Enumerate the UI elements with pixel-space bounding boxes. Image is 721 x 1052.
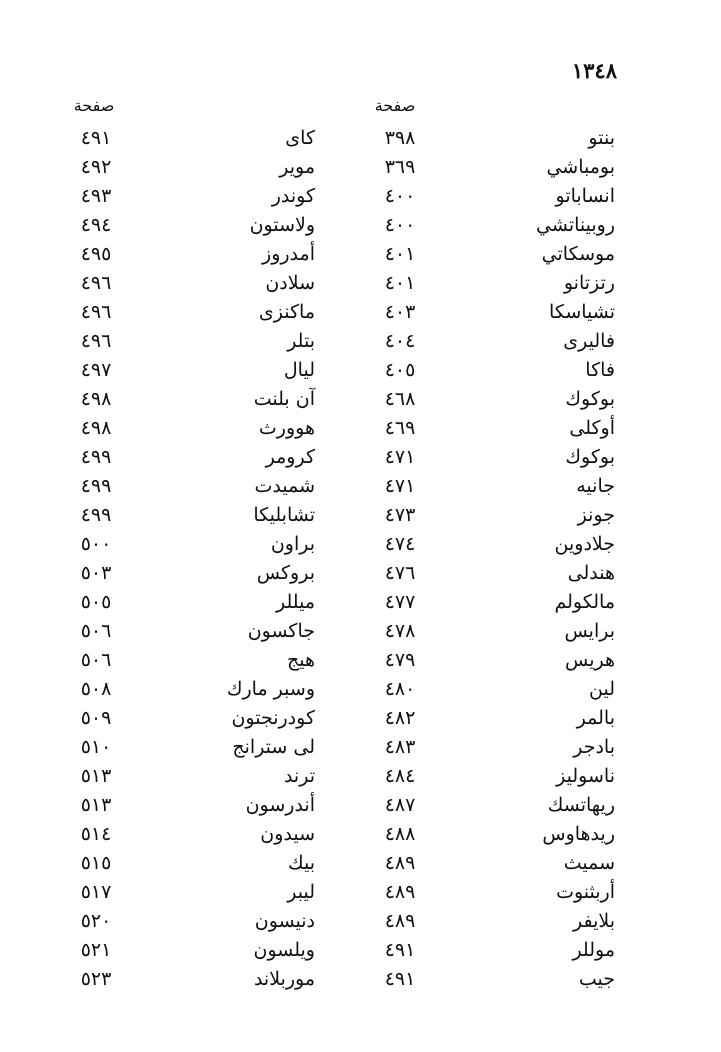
right-name: بنتو [588,127,615,149]
left-name: كرومر [265,446,315,468]
table-row [0,124,721,153]
right-page-number: ٤٠٠ [384,185,416,207]
left-page-number: ٥٢١ [80,939,112,961]
table-row [0,762,721,791]
left-name: كاى [285,127,315,149]
right-name: رتزتانو [563,272,615,294]
right-page-number: ٤٠٥ [384,359,416,381]
table-row [0,559,721,588]
right-page-number: ٤٨٩ [384,910,416,932]
table-row [0,269,721,298]
right-page-number: ٤٠٠ [384,214,416,236]
table-row [0,704,721,733]
left-name: ليبر [287,881,315,903]
right-name: ريهاتسك [547,794,615,816]
left-page-number: ٥١٣ [80,765,112,787]
right-page-number: ٤٧٧ [384,591,416,613]
left-name: دنيسون [254,910,315,932]
table-row [0,443,721,472]
left-name: تشابليكا [253,504,315,526]
middle-page-column-label: صفحة [374,96,416,115]
right-name: برايس [564,620,615,642]
left-name: ليال [283,359,315,381]
table-row [0,588,721,617]
left-name: ويلسون [253,939,315,961]
right-name: جيب [578,968,615,990]
table-row [0,211,721,240]
right-name: بادجر [573,736,615,758]
left-name: أندرسون [245,794,315,816]
table-row [0,472,721,501]
table-row [0,820,721,849]
index-table [0,124,721,994]
right-name: أوكلى [569,417,615,439]
right-page-number: ٤٨٤ [384,765,416,787]
right-name: بوكوك [565,446,615,468]
left-page-number: ٥٢٣ [80,968,112,990]
left-page-number: ٥٠٠ [80,533,112,555]
right-page-number: ٤٩١ [384,968,416,990]
right-page-number: ٤٧٤ [384,533,416,555]
right-name: موللر [572,939,615,961]
right-page-number: ٤٨٩ [384,881,416,903]
left-page-number: ٥٠٦ [80,620,112,642]
left-name: آن بلنت [253,388,315,410]
right-name: ناسوليز [556,765,615,787]
right-page-number: ٤٩١ [384,939,416,961]
right-page-number: ٤٧٩ [384,649,416,671]
left-page-number: ٤٩٨ [80,388,112,410]
right-page-number: ٤٠١ [384,272,416,294]
left-page-number: ٤٩٦ [80,272,112,294]
right-page-number: ٤٦٨ [384,388,416,410]
left-page-number: ٤٩٦ [80,301,112,323]
left-name: بروكس [256,562,315,584]
left-name: ماكنزى [258,301,315,323]
left-page-number: ٥٠٦ [80,649,112,671]
table-row [0,530,721,559]
right-name: بالمر [576,707,615,729]
table-row [0,965,721,994]
left-name: سيدون [260,823,315,845]
table-row [0,936,721,965]
right-name: فاليرى [563,330,615,352]
left-page-number: ٥٠٥ [80,591,112,613]
left-page-number: ٤٩٤ [80,214,112,236]
right-page-number: ٤٨٣ [384,736,416,758]
left-page-number: ٤٩٢ [80,156,112,178]
right-page-number: ٣٩٨ [384,127,416,149]
right-name: مالكولم [554,591,615,613]
right-page-number: ٤٨٢ [384,707,416,729]
right-page-number: ٣٦٩ [384,156,416,178]
left-page-number: ٥١٧ [80,881,112,903]
table-row [0,646,721,675]
right-name: أربثنوت [556,881,615,903]
left-name: شميدت [254,475,315,497]
left-page-number: ٤٩١ [80,127,112,149]
right-page-number: ٤٨٧ [384,794,416,816]
right-name: هندلى [567,562,615,584]
right-name: لين [589,678,615,700]
left-name: بيك [287,852,315,874]
left-name: لى سترانج [232,736,315,758]
right-page-number: ٤٠٤ [384,330,416,352]
right-name: سميث [563,852,615,874]
table-row [0,298,721,327]
table-row [0,153,721,182]
right-name: جلادوين [554,533,615,555]
right-page-number: ٤٧٦ [384,562,416,584]
right-name: موسكاتي [541,243,615,265]
left-page-number: ٤٩٩ [80,475,112,497]
right-page-number: ٤٠٣ [384,301,416,323]
table-row [0,907,721,936]
table-row [0,849,721,878]
table-row [0,240,721,269]
left-name: هيج [286,649,315,671]
left-page-column-label: صفحة [73,96,115,115]
left-page-number: ٤٩٧ [80,359,112,381]
right-name: انساباتو [555,185,615,207]
left-name: سلادن [265,272,315,294]
right-name: روبيناتشي [536,214,615,236]
left-page-number: ٤٩٨ [80,417,112,439]
table-row [0,878,721,907]
left-page-number: ٥١٣ [80,794,112,816]
right-name: جونز [577,504,615,526]
left-name: ميللر [276,591,315,613]
table-row [0,356,721,385]
left-page-number: ٤٩٩ [80,446,112,468]
left-page-number: ٥٢٠ [80,910,112,932]
table-row [0,385,721,414]
left-name: هوورث [258,417,315,439]
right-page-number: ٤٦٩ [384,417,416,439]
left-name: جاكسون [247,620,315,642]
table-row [0,675,721,704]
table-row [0,501,721,530]
right-name: بومباشي [546,156,615,178]
right-name: فاكا [585,359,615,381]
right-name: جانيه [576,475,615,497]
right-page-number: ٤٨٨ [384,823,416,845]
left-page-number: ٥٠٨ [80,678,112,700]
table-row [0,733,721,762]
right-page-number: ٤٧٨ [384,620,416,642]
right-page-number: ٤٧١ [384,475,416,497]
right-page-number: ٤٨٠ [384,678,416,700]
right-name: تشياسكا [549,301,615,323]
left-name: موير [279,156,315,178]
left-name: ترند [283,765,315,787]
left-name: ولاستون [249,214,315,236]
right-page-number: ٤٧٣ [384,504,416,526]
table-row [0,617,721,646]
left-name: وسبر مارك [226,678,315,700]
right-name: بوكوك [565,388,615,410]
table-row [0,791,721,820]
right-name: ريدهاوس [542,823,615,845]
left-name: كوندر [271,185,315,207]
page-number: ١٣٤٨ [571,58,617,83]
left-name: براون [270,533,315,555]
left-page-number: ٥٠٣ [80,562,112,584]
table-row [0,414,721,443]
left-page-number: ٥١٠ [80,736,112,758]
right-name: بلايفر [572,910,615,932]
table-row [0,327,721,356]
table-row [0,182,721,211]
left-page-number: ٥١٤ [80,823,112,845]
right-page-number: ٤٠١ [384,243,416,265]
left-page-number: ٤٩٩ [80,504,112,526]
right-page-number: ٤٧١ [384,446,416,468]
left-name: بتلر [287,330,315,352]
left-name: أمدروز [262,243,315,265]
left-name: كودرنجتون [231,707,315,729]
right-page-number: ٤٨٩ [384,852,416,874]
right-name: هريس [564,649,615,671]
left-name: موربلاند [253,968,315,990]
left-page-number: ٥١٥ [80,852,112,874]
left-page-number: ٤٩٥ [80,243,112,265]
left-page-number: ٤٩٣ [80,185,112,207]
left-page-number: ٥٠٩ [80,707,112,729]
left-page-number: ٤٩٦ [80,330,112,352]
